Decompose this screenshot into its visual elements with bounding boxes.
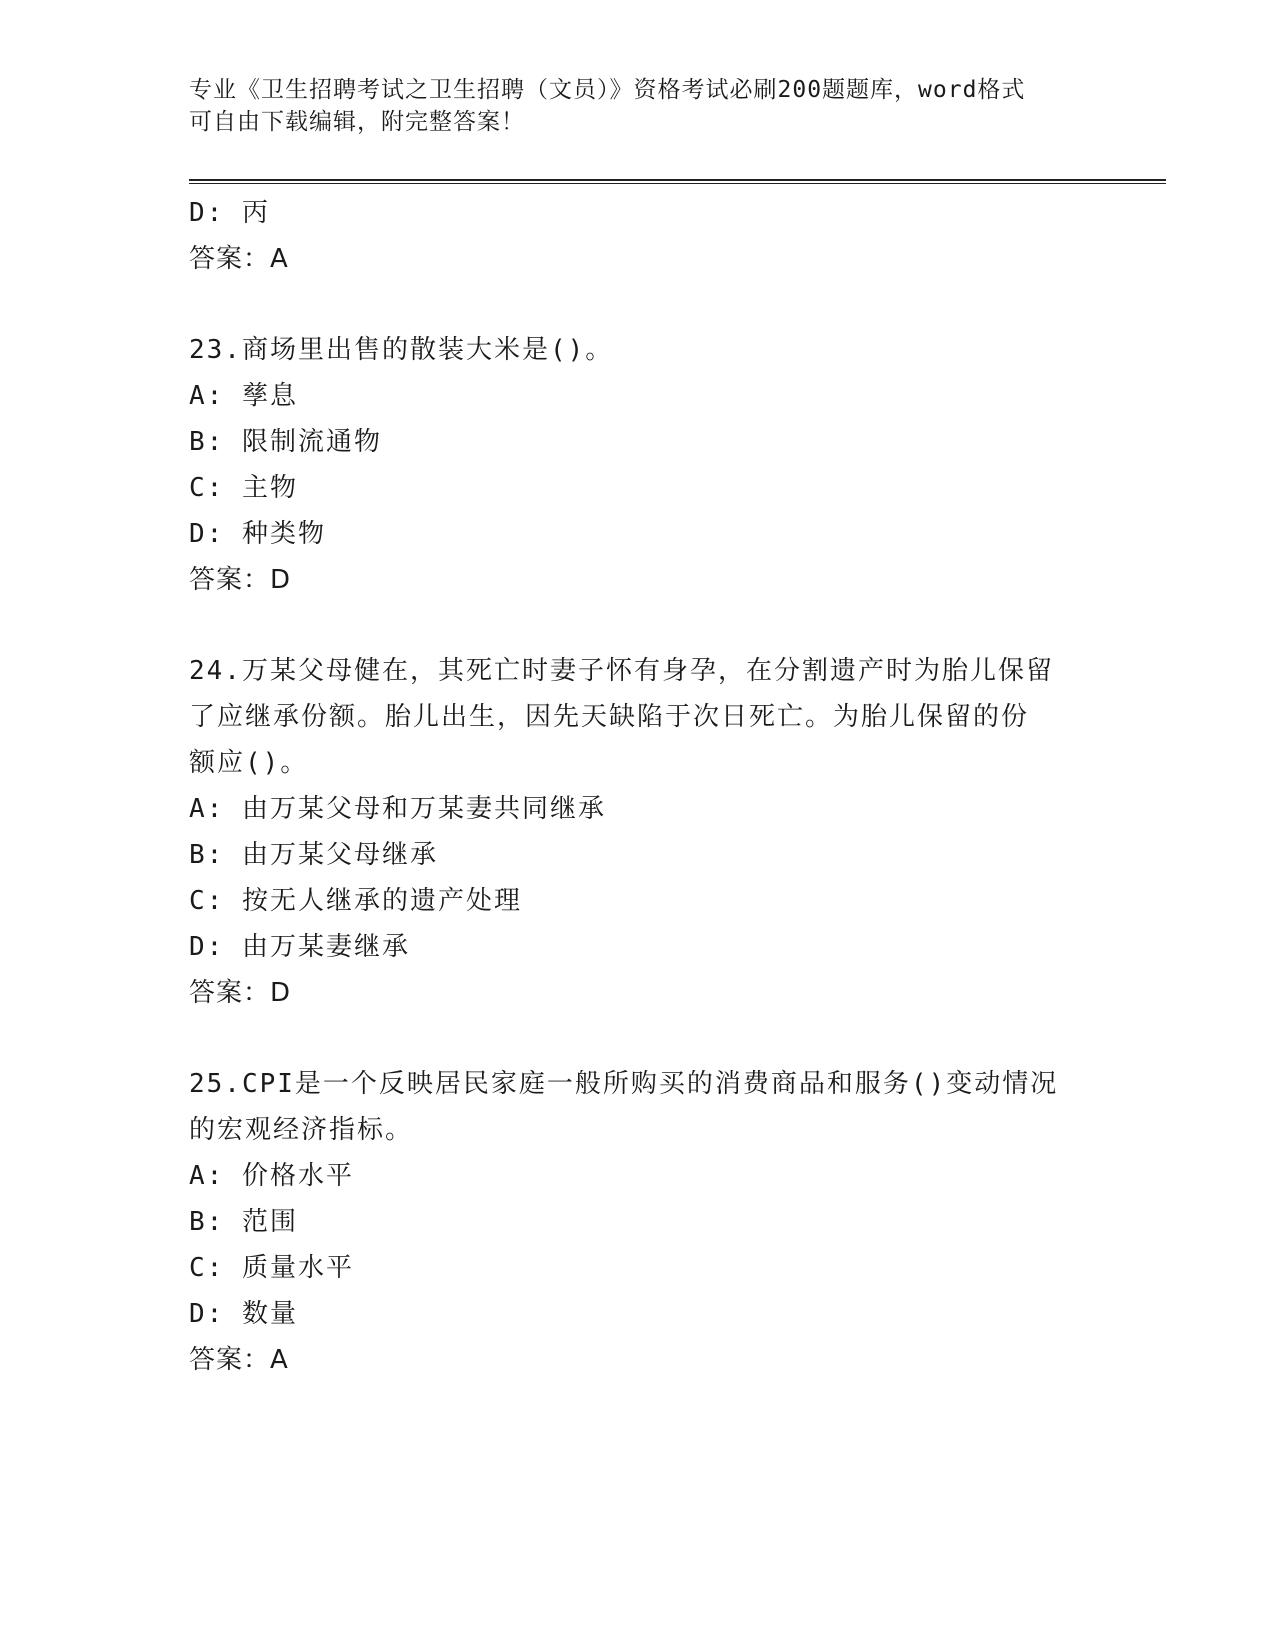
header-title-line-2: 可自由下载编辑，附完整答案！ — [189, 109, 525, 135]
question-stem-line-1: 24.万某父母健在，其死亡时妻子怀有身孕，在分割遗产时为胎儿保留 — [189, 656, 1054, 686]
spacer — [189, 1016, 1089, 1061]
question-list — [189, 190, 1089, 1383]
spacer — [189, 282, 1089, 327]
question-stem: 23.商场里出售的散装大米是()。 — [189, 335, 614, 365]
question-stem-line-2: 的宏观经济指标。 — [189, 1115, 414, 1145]
answer-line: 答案：A — [189, 244, 289, 274]
page-header — [189, 74, 1089, 138]
question-stem-line-2: 了应继承份额。胎儿出生，因先天缺陷于次日死亡。为胎儿保留的份 — [189, 702, 1030, 732]
question-block-24 — [189, 648, 1089, 1016]
header-divider — [189, 179, 1166, 184]
header-title-line-1: 专业《卫生招聘考试之卫生招聘（文员）》资格考试必刷200题题库，word格式 — [189, 77, 1026, 103]
option-a: A: 由万某父母和万某妻共同继承 — [189, 794, 606, 824]
question-stem-line-1: 25.CPI是一个反映居民家庭一般所购买的消费商品和服务()变动情况 — [189, 1069, 1059, 1099]
question-stem-line-3: 额应()。 — [189, 748, 309, 778]
question-block-23 — [189, 327, 1089, 603]
option-b: B: 限制流通物 — [189, 427, 382, 457]
spacer — [189, 603, 1089, 648]
option-d: D: 数量 — [189, 1299, 298, 1329]
option-c: C: 按无人继承的遗产处理 — [189, 886, 522, 916]
question-block-22-tail — [189, 190, 1089, 282]
answer-line: 答案：D — [189, 565, 292, 595]
answer-line: 答案：D — [189, 978, 292, 1008]
option-c: C: 质量水平 — [189, 1253, 354, 1283]
option-a: A: 价格水平 — [189, 1161, 354, 1191]
option-b: B: 由万某父母继承 — [189, 840, 438, 870]
option-b: B: 范围 — [189, 1207, 298, 1237]
answer-line: 答案：A — [189, 1345, 289, 1375]
option-a: A: 孳息 — [189, 381, 298, 411]
question-block-25 — [189, 1061, 1089, 1383]
option-d: D: 种类物 — [189, 519, 326, 549]
option-d: D: 由万某妻继承 — [189, 932, 410, 962]
option-c: C: 主物 — [189, 473, 298, 503]
option-d: D: 丙 — [189, 198, 270, 228]
